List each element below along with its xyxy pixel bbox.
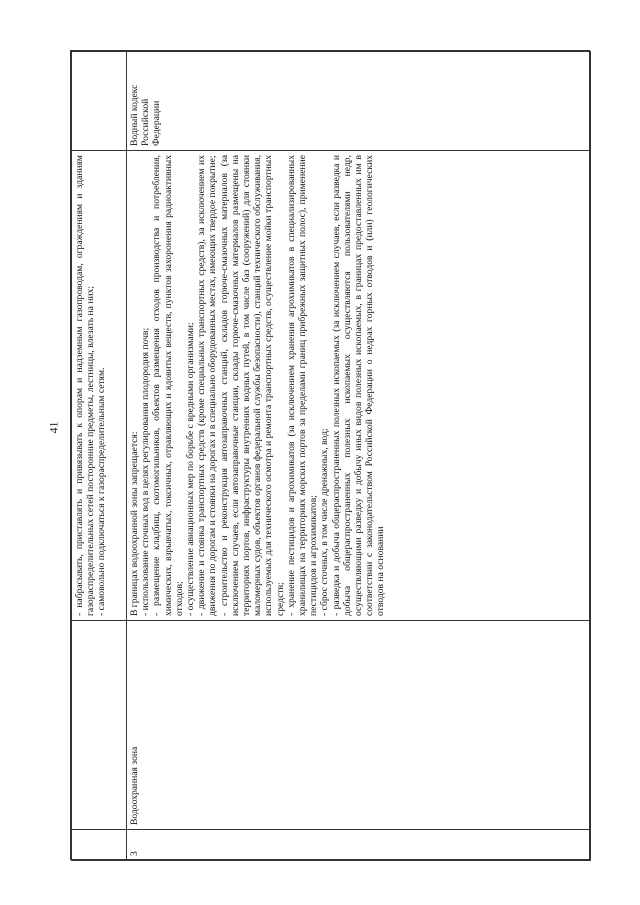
- document-table-frame: [70, 50, 590, 860]
- requirement-intro: В границах водоохранной зоны запрещается:: [129, 431, 140, 616]
- source-law-cell: [72, 52, 127, 151]
- requirement-line: - использование сточных вод в целях регулирования плодородия почв;: [140, 327, 152, 616]
- table-row-continued: [72, 52, 127, 861]
- requirements-cell: [72, 151, 127, 621]
- row-number-cell: 3: [127, 830, 591, 861]
- page-number: 41: [46, 421, 61, 434]
- requirement-line: - движение и стоянка транспортных средств (кроме специальных транспортных средств), за исключением их движения по дорогам и стоянки на дорогах и в специально оборудованных местах, имеющих твердое покрытие;: [196, 155, 219, 616]
- zone-name-cell: [72, 621, 127, 830]
- requirement-line: - хранение пестицидов и агрохимикатов (за исключением хранения агрохимикатов в специализированных хранилищах на территориях морских портов за пределами границ прибрежных защитных полос), применение пестицидов и агрохимикатов;: [285, 155, 320, 616]
- requirement-line: - разведка и добыча общераспространенных полезных ископаемых (за исключением случаев, если разведка и добыча общераспространенных полезных ископаемых осуществляются пользователями недр, осуществляющими разведку и добычу иных видов полезных ископаемых, в границах предоставленных им в соответствии с законодательством Российской Федерации о недрах горных отводов и (или) геологических отводов на основании: [330, 155, 387, 616]
- table-row-water-protection-zone: [127, 52, 591, 861]
- requirement-line: - самовольно подключаться к газораспределительным сетям.: [96, 367, 108, 616]
- source-law-cell: Водный кодекс Российской Федерации: [127, 52, 591, 151]
- zone-name-cell: Водоохранная зона: [127, 621, 591, 830]
- requirement-line: - строительство и реконструкция автозаправочных станций, складов горюче-смазочных материалов (за исключением случаев, если автозаправочные станции, склады горюче-смазочных материалов размещены на территориях портов, инфраструктуры внутренних водных путей, в том числе баз (сооружений) для стоянки маломерных судов, объектов органов федеральной службы безопасности), станций технического обслуживания, используемых для технического осмотра и ремонта транспортных средств, осуществление мойки транспортных средств;: [218, 155, 286, 616]
- requirements-cell: [127, 151, 591, 621]
- restrictions-table: [71, 51, 591, 861]
- requirement-line: - сброс сточных, в том числе дренажных, вод;: [319, 428, 331, 616]
- requirement-line: - осуществление авиационных мер по борьбе с вредными организмами;: [185, 322, 197, 616]
- row-number-cell: [72, 830, 127, 861]
- requirement-line: - размещение кладбищ, скотомогильников, объектов размещения отходов производства и потребления, химических, взрывчатых, токсичных, отравляющих и ядовитых веществ, пунктов захоронения радиоактивных отходов;: [151, 155, 185, 616]
- rotated-table-container: [71, 51, 591, 861]
- requirement-line: - набрасывать, приставлять и привязывать к опорам и надземным газопроводам, ограждениям и зданиям газораспределительных сетей посторонние предметы, лестницы, влезать на них;: [74, 155, 97, 616]
